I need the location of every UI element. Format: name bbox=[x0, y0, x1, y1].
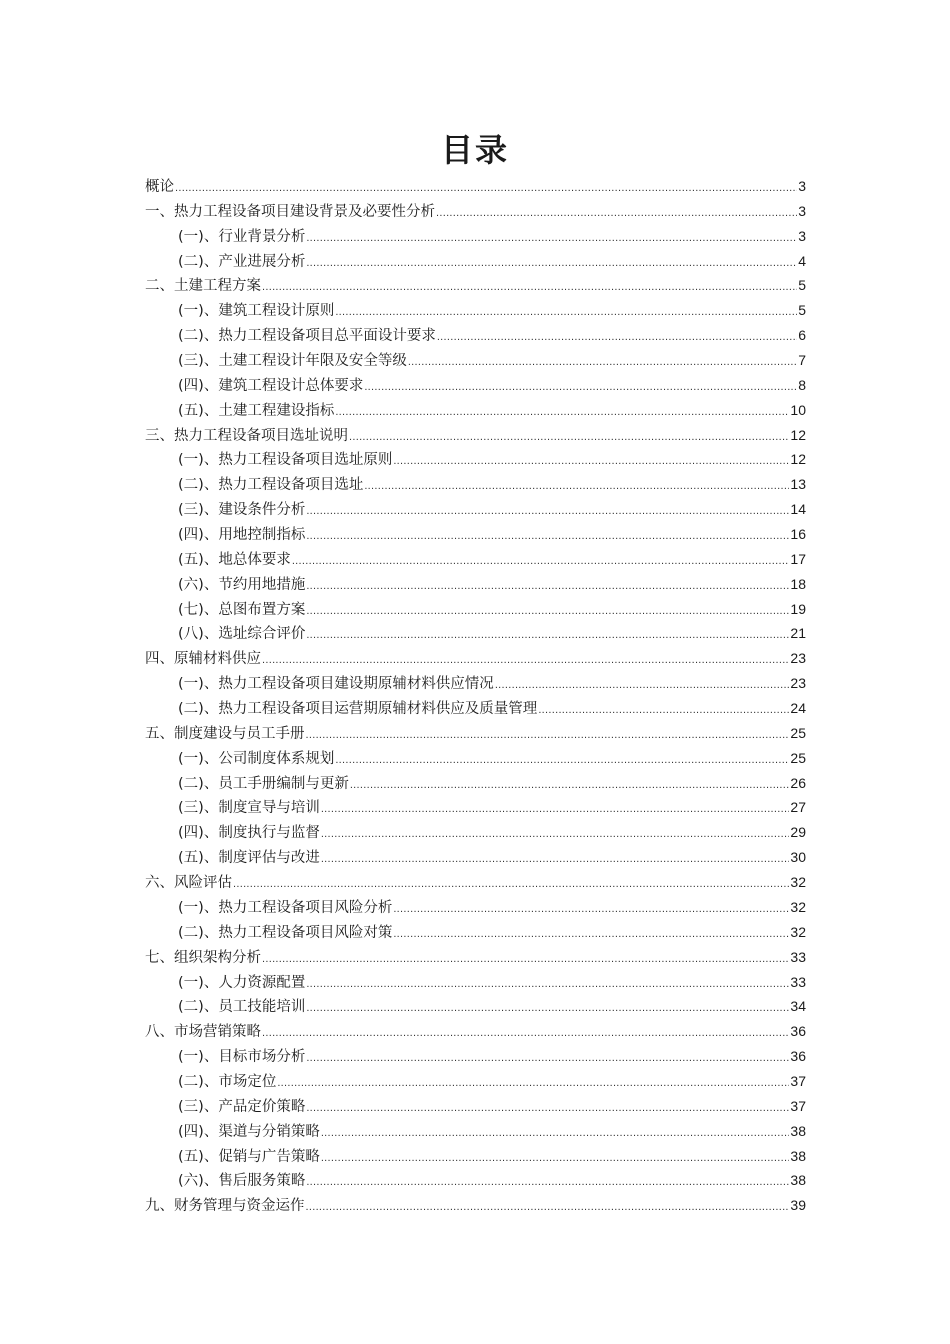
toc-page-number: 24 bbox=[790, 700, 806, 717]
toc-page-number: 8 bbox=[798, 376, 806, 393]
toc-page-number: 19 bbox=[790, 600, 806, 617]
toc-dot-leader bbox=[349, 425, 789, 448]
toc-page-number: 14 bbox=[790, 501, 806, 518]
toc-dot-leader bbox=[335, 748, 789, 771]
toc-chapter-entry[interactable] bbox=[145, 721, 806, 746]
table-of-contents bbox=[145, 174, 806, 1218]
toc-section-entry[interactable] bbox=[145, 597, 806, 622]
toc-page-number: 21 bbox=[790, 625, 806, 642]
toc-dot-leader bbox=[292, 549, 790, 572]
toc-dot-leader bbox=[495, 673, 790, 696]
toc-entry-label: (三)、制度宣导与培训 bbox=[178, 800, 320, 817]
toc-dot-leader bbox=[321, 847, 790, 870]
toc-entry-label: (二)、热力工程设备项目总平面设计要求 bbox=[178, 328, 436, 345]
toc-page-number: 29 bbox=[790, 824, 806, 841]
toc-dot-leader bbox=[306, 1170, 789, 1193]
toc-dot-leader bbox=[306, 1096, 789, 1119]
toc-entry-label: 六、风险评估 bbox=[145, 875, 232, 892]
toc-entry-label: 二、土建工程方案 bbox=[145, 278, 261, 295]
toc-entry-label: 八、市场营销策略 bbox=[145, 1024, 261, 1041]
toc-dot-leader bbox=[364, 474, 789, 497]
toc-entry-label: (二)、员工手册编制与更新 bbox=[178, 775, 349, 792]
toc-dot-leader bbox=[408, 350, 797, 373]
toc-entry-label: 一、热力工程设备项目建设背景及必要性分析 bbox=[145, 203, 435, 220]
toc-dot-leader bbox=[306, 574, 789, 597]
toc-entry-label: (二)、热力工程设备项目运营期原辅材料供应及质量管理 bbox=[178, 701, 538, 718]
toc-section-entry[interactable] bbox=[145, 621, 806, 646]
toc-dot-leader bbox=[321, 822, 790, 845]
toc-entry-label: (四)、制度执行与监督 bbox=[178, 825, 320, 842]
toc-dot-leader bbox=[175, 176, 797, 199]
toc-section-entry[interactable] bbox=[145, 373, 806, 398]
toc-page-number: 32 bbox=[790, 874, 806, 891]
toc-section-entry[interactable] bbox=[145, 1119, 806, 1144]
toc-chapter-entry[interactable] bbox=[145, 945, 806, 970]
toc-page-number: 33 bbox=[790, 973, 806, 990]
toc-dot-leader bbox=[335, 400, 789, 423]
toc-page-number: 39 bbox=[790, 1197, 806, 1214]
toc-page-number: 12 bbox=[790, 426, 806, 443]
toc-dot-leader bbox=[335, 300, 797, 323]
toc-entry-label: (五)、地总体要求 bbox=[178, 551, 291, 568]
toc-page-number: 38 bbox=[790, 1122, 806, 1139]
toc-entry-label: (一)、热力工程设备项目选址原则 bbox=[178, 452, 393, 469]
toc-entry-label: (四)、渠道与分销策略 bbox=[178, 1123, 320, 1140]
toc-section-entry[interactable] bbox=[145, 771, 806, 796]
toc-dot-leader bbox=[262, 275, 797, 298]
toc-page-number: 23 bbox=[790, 650, 806, 667]
toc-dot-leader bbox=[393, 897, 789, 920]
toc-page-number: 27 bbox=[790, 799, 806, 816]
toc-dot-leader bbox=[306, 723, 790, 746]
toc-section-entry[interactable] bbox=[145, 795, 806, 820]
toc-entry-label: 七、组织架构分析 bbox=[145, 949, 261, 966]
toc-dot-leader bbox=[306, 623, 789, 646]
toc-entry-label: (五)、促销与广告策略 bbox=[178, 1148, 320, 1165]
toc-section-entry[interactable] bbox=[145, 895, 806, 920]
toc-dot-leader bbox=[321, 797, 790, 820]
toc-page-number: 3 bbox=[798, 202, 806, 219]
toc-section-entry[interactable] bbox=[145, 472, 806, 497]
toc-dot-leader bbox=[393, 449, 789, 472]
toc-entry-label: (一)、建筑工程设计原则 bbox=[178, 303, 335, 320]
toc-section-entry[interactable] bbox=[145, 845, 806, 870]
toc-page-number: 36 bbox=[790, 1023, 806, 1040]
toc-page-number: 4 bbox=[798, 252, 806, 269]
toc-section-entry[interactable] bbox=[145, 696, 806, 721]
toc-entry-label: (一)、目标市场分析 bbox=[178, 1049, 306, 1066]
toc-entry-label: (二)、产业进展分析 bbox=[178, 253, 306, 270]
toc-entry-label: (六)、售后服务策略 bbox=[178, 1173, 306, 1190]
toc-section-entry[interactable] bbox=[145, 323, 806, 348]
toc-dot-leader bbox=[306, 972, 789, 995]
toc-entry-label: 九、财务管理与资金运作 bbox=[145, 1198, 305, 1215]
toc-dot-leader bbox=[437, 325, 797, 348]
toc-page-number: 37 bbox=[790, 1072, 806, 1089]
toc-dot-leader bbox=[306, 1046, 789, 1069]
toc-page-number: 32 bbox=[790, 898, 806, 915]
toc-entry-label: (三)、土建工程设计年限及安全等级 bbox=[178, 353, 407, 370]
toc-dot-leader bbox=[262, 648, 789, 671]
toc-page-number: 36 bbox=[790, 1048, 806, 1065]
toc-entry-label: 三、热力工程设备项目选址说明 bbox=[145, 427, 348, 444]
toc-chapter-entry[interactable] bbox=[145, 870, 806, 895]
toc-page-number: 7 bbox=[798, 352, 806, 369]
toc-section-entry[interactable] bbox=[145, 224, 806, 249]
toc-section-entry[interactable] bbox=[145, 994, 806, 1019]
toc-dot-leader bbox=[262, 947, 789, 970]
toc-dot-leader bbox=[306, 524, 789, 547]
toc-chapter-entry[interactable] bbox=[145, 199, 806, 224]
toc-page-number: 34 bbox=[790, 998, 806, 1015]
toc-entry-label: (一)、行业背景分析 bbox=[178, 228, 306, 245]
toc-dot-leader bbox=[393, 922, 789, 945]
toc-entry-label: 概论 bbox=[145, 179, 174, 195]
toc-section-entry[interactable] bbox=[145, 522, 806, 547]
toc-entry-label: 四、原辅材料供应 bbox=[145, 651, 261, 668]
toc-section-entry[interactable] bbox=[145, 746, 806, 771]
toc-section-entry[interactable] bbox=[145, 1094, 806, 1119]
toc-section-entry[interactable] bbox=[145, 497, 806, 522]
toc-page-number: 3 bbox=[798, 227, 806, 244]
toc-dot-leader bbox=[306, 226, 797, 249]
toc-section-entry[interactable] bbox=[145, 1144, 806, 1169]
toc-dot-leader bbox=[233, 872, 789, 895]
toc-chapter-entry[interactable] bbox=[145, 423, 806, 448]
toc-entry-label: (二)、热力工程设备项目选址 bbox=[178, 477, 364, 494]
toc-page-number: 25 bbox=[790, 749, 806, 766]
toc-section-entry[interactable] bbox=[145, 348, 806, 373]
toc-entry-label: (五)、制度评估与改进 bbox=[178, 850, 320, 867]
toc-entry-label: 五、制度建设与员工手册 bbox=[145, 725, 305, 742]
toc-section-entry[interactable] bbox=[145, 1069, 806, 1094]
toc-page-number: 18 bbox=[790, 575, 806, 592]
toc-entry-label: (一)、公司制度体系规划 bbox=[178, 750, 335, 767]
toc-page-number: 25 bbox=[790, 724, 806, 741]
toc-title: 目录 bbox=[440, 131, 509, 169]
toc-entry-label: (八)、选址综合评价 bbox=[178, 626, 306, 643]
toc-section-entry[interactable] bbox=[145, 447, 806, 472]
toc-page-number: 5 bbox=[798, 277, 806, 294]
toc-dot-leader bbox=[306, 1195, 790, 1218]
toc-entry-label: (二)、热力工程设备项目风险对策 bbox=[178, 924, 393, 941]
toc-section-entry[interactable] bbox=[145, 1044, 806, 1069]
toc-entry-label: (四)、用地控制指标 bbox=[178, 527, 306, 544]
toc-section-entry[interactable] bbox=[145, 298, 806, 323]
toc-section-entry[interactable] bbox=[145, 1168, 806, 1193]
toc-dot-leader bbox=[306, 251, 797, 274]
toc-section-entry[interactable] bbox=[145, 970, 806, 995]
toc-page-number: 30 bbox=[790, 849, 806, 866]
toc-section-entry[interactable] bbox=[145, 920, 806, 945]
toc-section-entry[interactable] bbox=[145, 249, 806, 274]
toc-page-number: 13 bbox=[790, 476, 806, 493]
toc-page-number: 32 bbox=[790, 923, 806, 940]
toc-entry-label: (一)、人力资源配置 bbox=[178, 974, 306, 991]
toc-page-number: 26 bbox=[790, 774, 806, 791]
toc-entry-label: (二)、员工技能培训 bbox=[178, 999, 306, 1016]
toc-entry-label: (一)、热力工程设备项目建设期原辅材料供应情况 bbox=[178, 676, 494, 693]
toc-dot-leader bbox=[306, 599, 789, 622]
toc-entry-label: (六)、节约用地措施 bbox=[178, 576, 306, 593]
toc-dot-leader bbox=[350, 773, 790, 796]
toc-page-number: 16 bbox=[790, 526, 806, 543]
toc-page-number: 10 bbox=[790, 401, 806, 418]
toc-dot-leader bbox=[262, 1021, 789, 1044]
toc-dot-leader bbox=[277, 1071, 789, 1094]
toc-dot-leader bbox=[321, 1121, 790, 1144]
toc-page-number: 38 bbox=[790, 1172, 806, 1189]
toc-chapter-entry[interactable] bbox=[145, 1019, 806, 1044]
toc-page-number: 12 bbox=[790, 451, 806, 468]
toc-chapter-entry[interactable] bbox=[145, 1193, 806, 1218]
toc-entry-label: (四)、建筑工程设计总体要求 bbox=[178, 377, 364, 394]
toc-page-number: 5 bbox=[798, 302, 806, 319]
toc-page-number: 33 bbox=[790, 948, 806, 965]
toc-dot-leader bbox=[364, 375, 797, 398]
toc-dot-leader bbox=[436, 201, 797, 224]
toc-page-number: 23 bbox=[790, 675, 806, 692]
toc-page-number: 3 bbox=[798, 178, 806, 194]
toc-section-entry[interactable] bbox=[145, 547, 806, 572]
toc-entry-label: (七)、总图布置方案 bbox=[178, 601, 306, 618]
toc-chapter-entry[interactable] bbox=[145, 273, 806, 298]
toc-dot-leader bbox=[306, 996, 789, 1019]
toc-entry-label: (五)、土建工程建设指标 bbox=[178, 402, 335, 419]
toc-chapter-entry[interactable] bbox=[145, 174, 806, 199]
toc-dot-leader bbox=[321, 1146, 790, 1169]
toc-section-entry[interactable] bbox=[145, 671, 806, 696]
toc-section-entry[interactable] bbox=[145, 572, 806, 597]
toc-dot-leader bbox=[306, 499, 789, 522]
toc-page-number: 38 bbox=[790, 1147, 806, 1164]
toc-section-entry[interactable] bbox=[145, 398, 806, 423]
toc-page-number: 17 bbox=[790, 550, 806, 567]
toc-entry-label: (三)、产品定价策略 bbox=[178, 1098, 306, 1115]
toc-entry-label: (三)、建设条件分析 bbox=[178, 502, 306, 519]
toc-dot-leader bbox=[538, 698, 789, 721]
toc-chapter-entry[interactable] bbox=[145, 646, 806, 671]
toc-entry-label: (二)、市场定位 bbox=[178, 1073, 277, 1090]
toc-page-number: 37 bbox=[790, 1097, 806, 1114]
toc-page-number: 6 bbox=[798, 327, 806, 344]
toc-section-entry[interactable] bbox=[145, 820, 806, 845]
toc-entry-label: (一)、热力工程设备项目风险分析 bbox=[178, 899, 393, 916]
